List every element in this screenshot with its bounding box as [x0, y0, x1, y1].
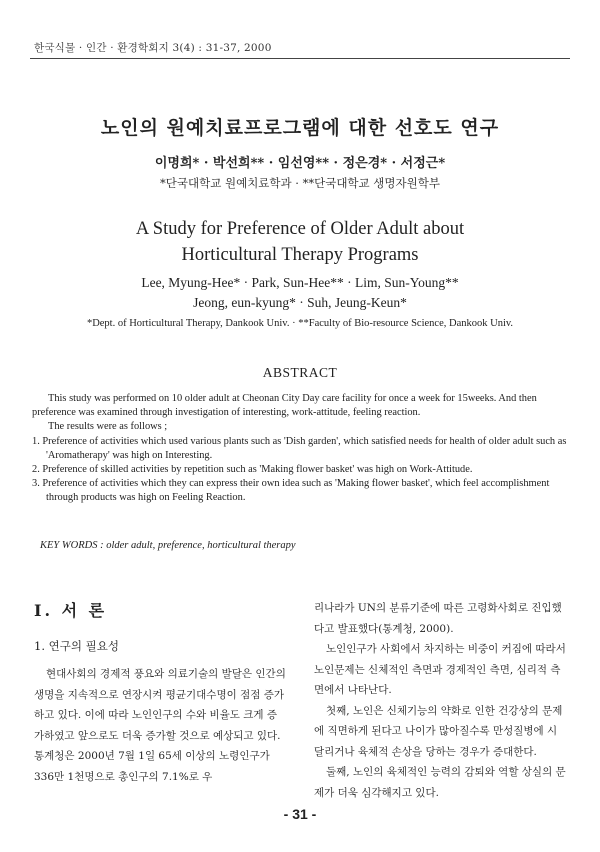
- section-heading: Ⅰ. 서 론: [34, 601, 108, 620]
- right-paragraph-3: 첫째, 노인은 신체기능의 약화로 인한 건강상의 문제에 직면하게 된다고 나이가 많아질수록 만성질병에 시달리거나 육체적 손상을 당하는 경우가 증대한다.: [314, 704, 563, 758]
- korean-affiliation: *단국대학교 원예치료학과 · **단국대학교 생명자원학부: [160, 176, 440, 190]
- korean-authors: 이명희* · 박선희** · 임선영** · 정은경* · 서정근*: [154, 156, 446, 171]
- right-paragraph-4: 둘째, 노인의 육체적인 능력의 감퇴와 역할 상실의 문제가 더욱 심각해지고 있다.: [314, 766, 566, 799]
- abstract-result-2: 2. Preference of skilled activities by repetition such as 'Making flower basket' was high on Work-Attitude.: [32, 464, 473, 476]
- english-title-line1: A Study for Preference of Older Adult about: [135, 219, 465, 239]
- abstract-result-1: 1. Preference of activities which used various plants such as 'Dish garden', which satisfied needs for health of older adult such as 'Aromatherapy' was high on Interesting.: [32, 435, 567, 461]
- english-title: [0, 216, 600, 268]
- english-authors-line2: Jeong, eun-kyung* · Suh, Jeung-Keun*: [193, 295, 407, 310]
- header-rule: [30, 58, 570, 59]
- abstract-results-intro: The results were as follows ;: [48, 421, 168, 433]
- english-authors-line1: Lee, Myung-Hee* · Park, Sun-Hee** · Lim, Sun-Young**: [141, 275, 459, 290]
- intro-paragraph: 현대사회의 경제적 풍요와 의료기술의 발달은 인간의 생명을 지속적으로 연장시켜 평균기대수명이 점점 증가하고 있다. 이에 따라 노인인구의 수와 비율도 크게 증가하였고 앞으로도 더욱 증가할 것으로 예상되고 있다. 통계청은 2000년 7월 1일 65세 이상의 노령인구가 336만 1천명으로 총인구의 7.1%로 우: [34, 668, 286, 783]
- abstract-body: [32, 392, 568, 506]
- right-paragraph-2: 노인인구가 사회에서 차지하는 비중이 커짐에 따라서 노인문제는 신체적인 측면과 경제적인 측면, 심리적 측면에서 나타난다.: [314, 643, 566, 696]
- english-affiliation: *Dept. of Horticultural Therapy, Dankook Univ. · **Faculty of Bio-resource Science, Dankook Univ.: [86, 318, 514, 329]
- abstract-paragraph: This study was performed on 10 older adult at Cheonan City Day care facility for once a week for 15weeks. And then preference was examined through investigation of interesting, work-attitude, feeling reaction.: [32, 393, 537, 419]
- right-column: [314, 598, 566, 803]
- subsection-heading: 1. 연구의 필요성: [34, 639, 119, 653]
- abstract-result-3: 3. Preference of activities which they can express their own idea such as 'Making flower basket', which feel accomplishment through products was high on Feeling Reaction.: [32, 478, 550, 504]
- page-number: - 31 -: [283, 806, 317, 822]
- journal-header: 한국식물 · 인간 · 환경학회지 3(4) : 31-37, 2000: [34, 42, 272, 54]
- english-authors: [0, 273, 600, 313]
- left-column: [34, 598, 286, 787]
- keywords: KEY WORDS : older adult, preference, horticultural therapy: [40, 540, 296, 551]
- abstract-heading: ABSTRACT: [262, 365, 338, 380]
- english-title-line2: Horticultural Therapy Programs: [181, 245, 419, 265]
- right-paragraph-1: 리나라가 UN의 분류기준에 따른 고령화사회로 진입했다고 발표했다(통계청, 2000).: [314, 602, 562, 635]
- korean-title: 노인의 원예치료프로그램에 대한 선호도 연구: [100, 117, 500, 139]
